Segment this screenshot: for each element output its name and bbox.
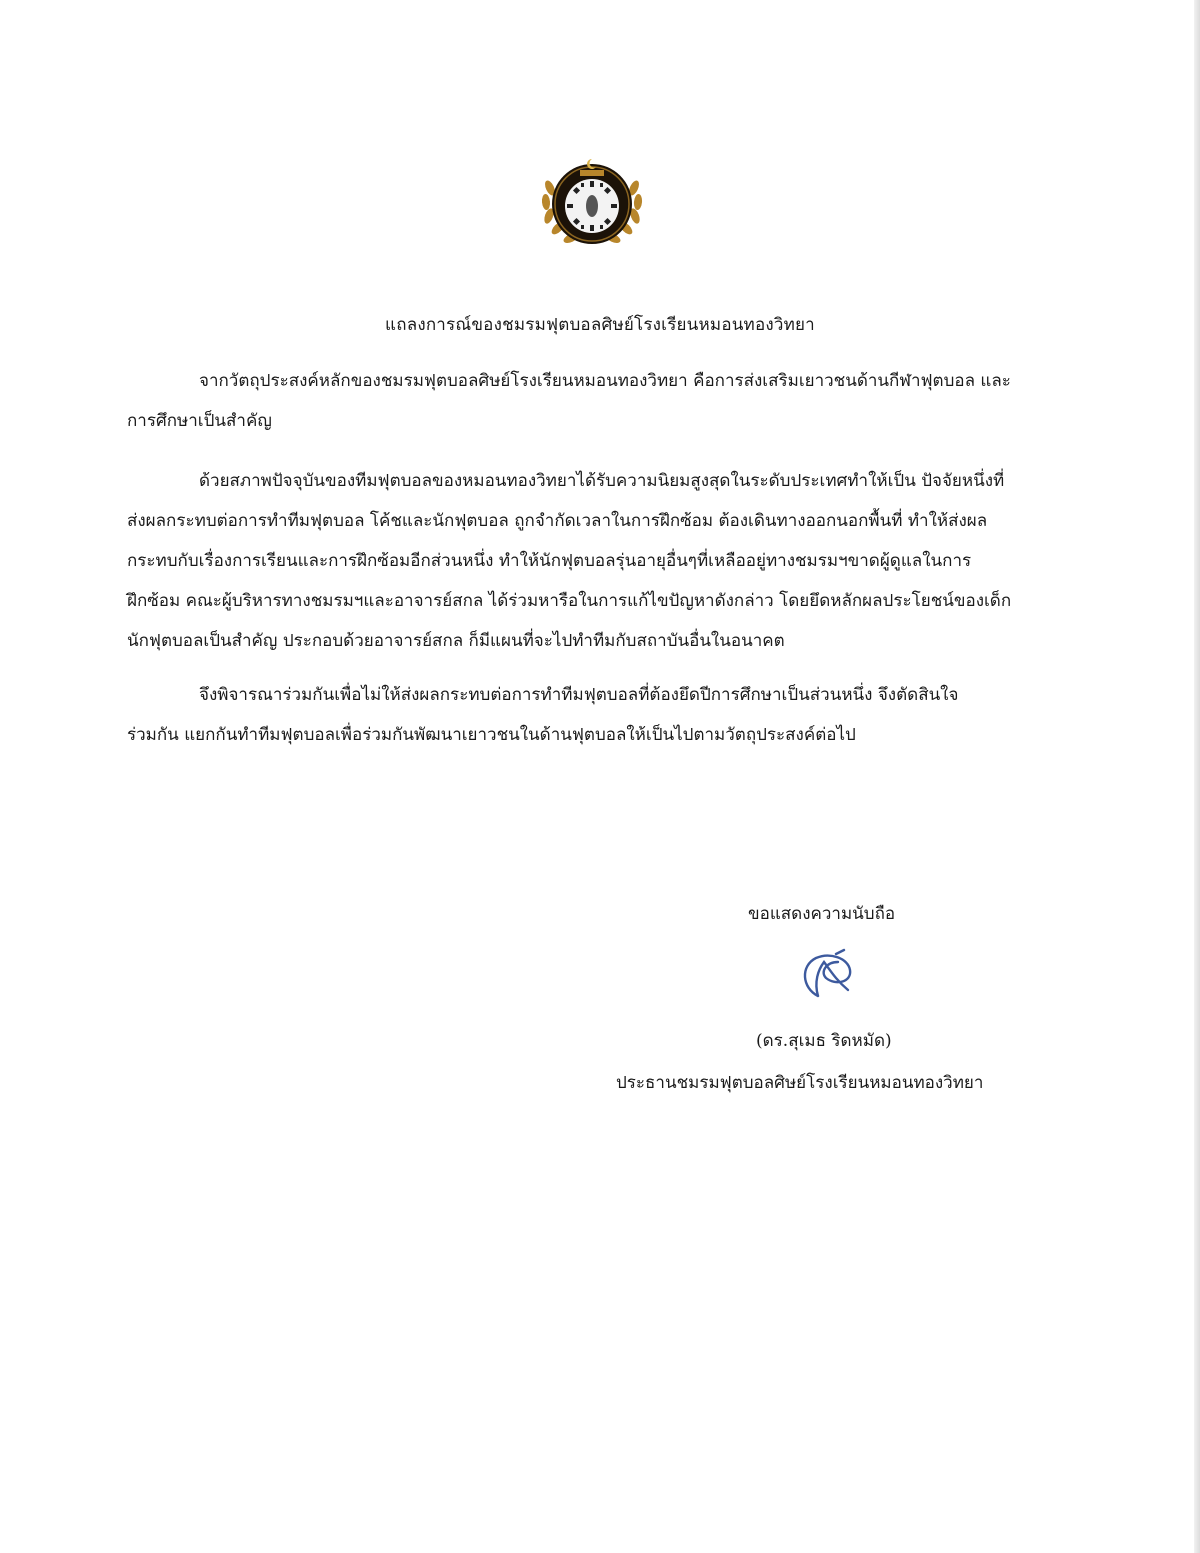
paragraph-decision <box>127 675 1052 755</box>
paragraph-line: กระทบกับเรื่องการเรียนและการฝึกซ้อมอีกส่วนหนึ่ง ทำให้นักฟุตบอลรุ่นอายุอื่นๆที่เหลืออยู่ทางชมรมฯขาดผู้ดูแลในการ <box>127 551 972 571</box>
paragraph-line: นักฟุตบอลเป็นสำคัญ ประกอบด้วยอาจารย์สกล ก็มีแผนที่จะไปทำทีมกับสถาบันอื่นในอนาคต <box>127 631 785 651</box>
signer-name: (ดร.สุเมธ ริดหมัด) <box>756 1031 892 1051</box>
closing-salutation: ขอแสดงความนับถือ <box>748 904 896 924</box>
paragraph-line: จึงพิจารณาร่วมกันเพื่อไม่ให้ส่งผลกระทบต่อการทำทีมฟุตบอลที่ต้องยึดปีการศึกษาเป็นส่วนหนึ่ง จึงตัดสินใจ <box>199 685 959 705</box>
paragraph-line: การศึกษาเป็นสำคัญ <box>127 411 272 431</box>
paragraph-line: ด้วยสภาพปัจจุบันของทีมฟุตบอลของหมอนทองวิทยาได้รับความนิยมสูงสุดในระดับประเทศทำให้เป็น ปัจจัยหนึ่งที่ <box>199 471 1005 491</box>
signer-title: ประธานชมรมฟุตบอลศิษย์โรงเรียนหมอนทองวิทยา <box>616 1073 984 1093</box>
paragraph-line: ร่วมกัน แยกกันทำทีมฟุตบอลเพื่อร่วมกันพัฒนาเยาวชนในด้านฟุตบอลให้เป็นไปตามวัตถุประสงค์ต่อไป <box>127 725 856 745</box>
paragraph-line: ส่งผลกระทบต่อการทำทีมฟุตบอล โค้ชและนักฟุตบอล ถูกจำกัดเวลาในการฝึกซ้อม ต้องเดินทางออกนอกพื้นที่ ทำให้ส่งผล <box>127 511 988 531</box>
club-emblem-icon <box>536 150 648 250</box>
paragraph-situation <box>127 461 1052 661</box>
page-edge <box>1194 0 1200 1553</box>
paragraph-line: ฝึกซ้อม คณะผู้บริหารทางชมรมฯและอาจารย์สกล ได้ร่วมหารือในการแก้ไขปัญหาดังกล่าว โดยยึดหลักผลประโยชน์ของเด็ก <box>127 591 1012 611</box>
document-title: แถลงการณ์ของชมรมฟุตบอลศิษย์โรงเรียนหมอนทองวิทยา <box>385 315 815 335</box>
paragraph-line: จากวัตถุประสงค์หลักของชมรมฟุตบอลศิษย์โรงเรียนหมอนทองวิทยา คือการส่งเสริมเยาวชนด้านกีฬาฟุตบอล และ <box>199 371 1011 391</box>
paragraph-objective <box>127 361 1052 441</box>
handwritten-signature-icon <box>796 948 860 1002</box>
